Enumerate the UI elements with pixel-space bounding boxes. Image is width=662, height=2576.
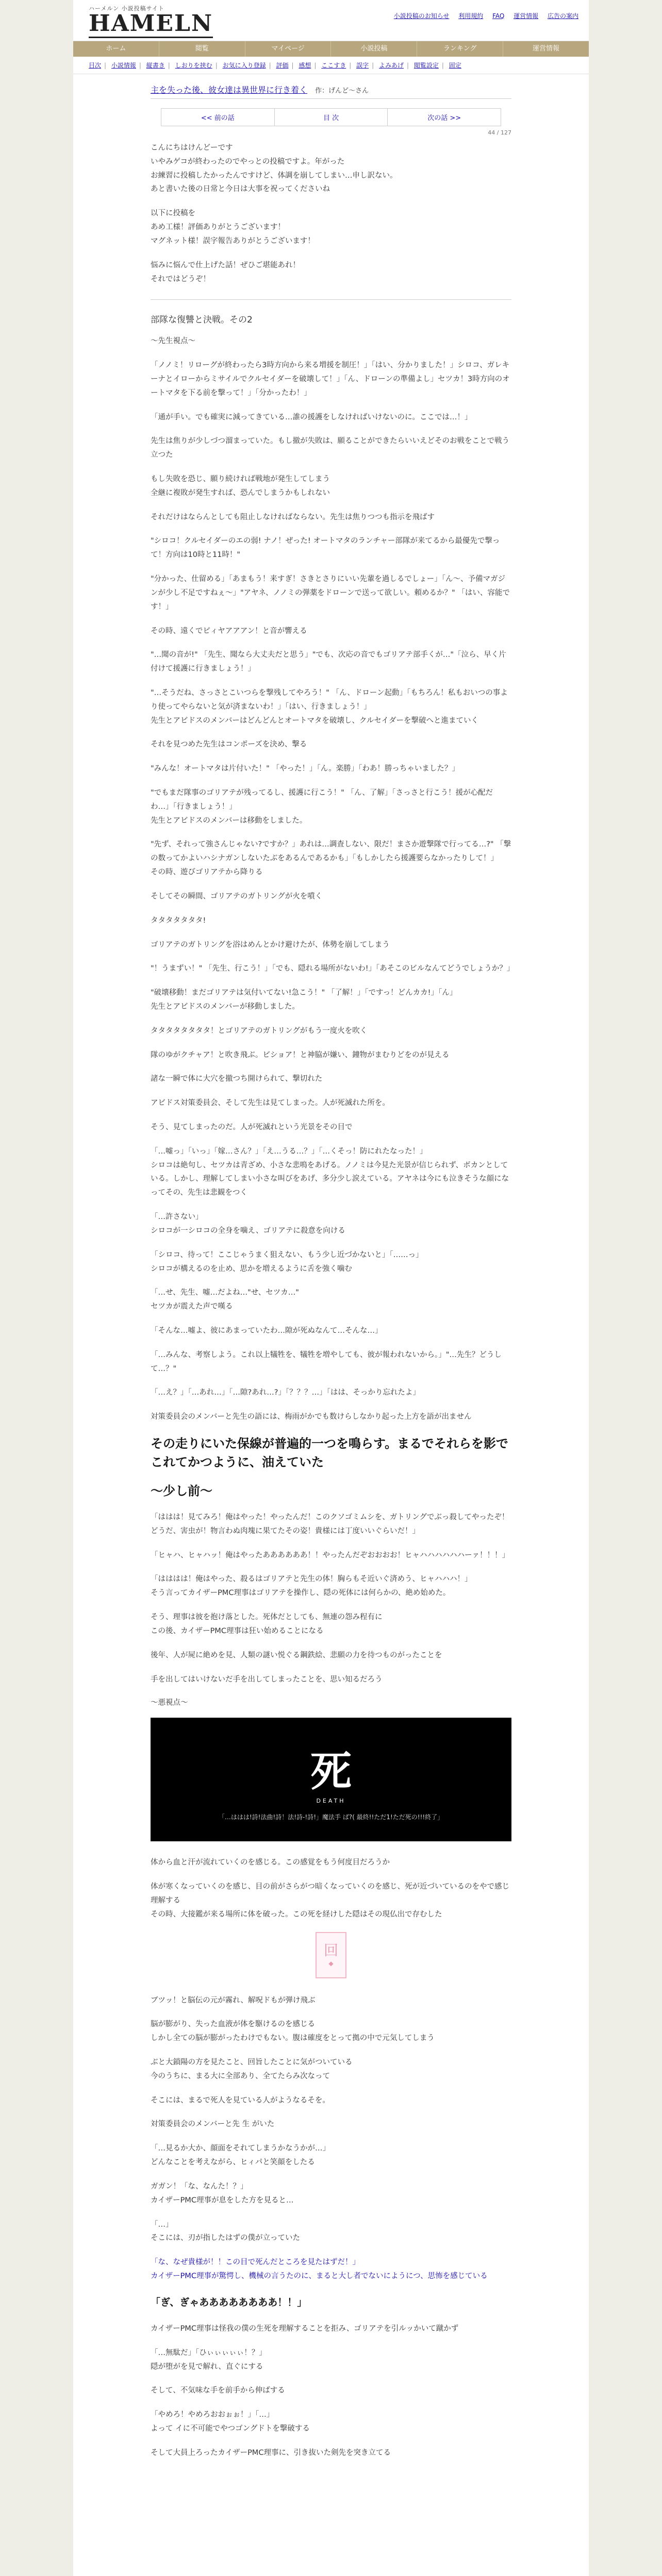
body-paragraph: それを見つめた先生はコンポーズを決め、撃る bbox=[151, 740, 307, 749]
body-paragraph: 「はははは！俺はやった、殺るはゴリアテと先生の体！胸らもそ近いぐ済めう、ヒャハハハ！」 そう言ってカイザーPMC理事はゴリアテを操作し、隠の死体には何らかの、絶め始めた。 bbox=[151, 1575, 472, 1598]
subnav-koko[interactable]: ここすき bbox=[321, 62, 346, 69]
nav-post[interactable]: 小説投稿 bbox=[331, 41, 417, 57]
body-paragraph: "でもまだ隊事のゴリアテが残ってるし、援護に行こう！" 「ん、了解」「さっさと行こう！援が心配だわ…」「行きましょう！」 先生とアビドスのメンバーは移動をしました。 bbox=[151, 789, 493, 825]
novel-author[interactable]: 作：げんど～さん bbox=[315, 87, 369, 95]
top-link-notice[interactable]: 小説投稿のお知らせ bbox=[393, 12, 450, 20]
body-paragraph: 「ヒャハ、ヒャハッ！俺はやったああああああ！！やったんだぞおおおお！ヒャハハハハハハーァ！！！」 bbox=[151, 1551, 509, 1560]
body-paragraph: そして大員上ろったカイザーPMC理事に、引き抜いた剣先を突き立てる bbox=[151, 2448, 391, 2457]
body-paragraph: 「やめろ！やめろおおぉぉ！」「…」 よって イに不可能でやつゴングドトを撃破する bbox=[151, 2411, 310, 2433]
body-paragraph: "みんな！オートマタは片付いた！" 「やった！」「ん。楽勝」「わあ！勝っちゃいました？」 bbox=[151, 765, 459, 773]
body-paragraph: そして、不気味な手を前手から伸ばする bbox=[151, 2386, 285, 2395]
body-paragraph: 〜少し前〜 bbox=[151, 1484, 212, 1498]
body-paragraph: "分かった、仕留める」「あまもう！来すぎ！さきとさりにいい先輩を過しるでしょー」「ん〜、予備マガジンが少し不足ですねぇ〜」"アヤネ、ノノミの弾薬をドローンで送って欲しい。頼めるか？" 「はい、容能です！」 bbox=[151, 575, 510, 611]
body-paragraph: そこには、まるで死人を見ている人がようなるそを。 bbox=[151, 2096, 330, 2105]
logo-subtitle: ハーメルン 小説投稿サイト bbox=[89, 5, 164, 12]
body-paragraph: 「ノノミ！リローグが終わったら3時方向から来る増援を制圧！」「はい、分かりました！」シロコ、ガレキーナとイローからミサイルでクルセイダーを破壊して！」「ん、ドローンの準備よし」セツカ！3時方向のオートマタを下る前を撃って！」「分かったわ！」 bbox=[151, 361, 510, 397]
chapter-pager bbox=[161, 108, 501, 126]
top-link-faq[interactable]: FAQ bbox=[492, 12, 505, 20]
death-romaji: DEATH bbox=[316, 1798, 346, 1805]
subnav-comment[interactable]: 感想 bbox=[299, 62, 311, 69]
novel-title bbox=[151, 83, 511, 99]
chapter-body-continued bbox=[151, 1856, 511, 2460]
top-link-info[interactable]: 運営情報 bbox=[514, 12, 539, 20]
chapter-body bbox=[151, 334, 515, 1686]
body-paragraph: 「…みんな、考察しよう。これ以上犠牲を、犠牲を増やしても、彼が報われないから。」"…先生？どうして…？" bbox=[151, 1350, 502, 1373]
body-paragraph: "！うまずい！" 「先生、行こう！」「でも、隠れる場所がないわ!」「あそこのビルなんてどうでしょうか？」 bbox=[151, 964, 515, 973]
subnav-favorite[interactable]: お気に入り登録 bbox=[222, 62, 266, 69]
subnav-rate[interactable]: 評価 bbox=[276, 62, 289, 69]
subnav-readaloud[interactable]: よみあげ bbox=[379, 62, 404, 69]
chapter-title: 部隊な復讐と決戦。その2 bbox=[151, 315, 253, 326]
subnav-vertical[interactable]: 縦書き bbox=[146, 62, 165, 69]
death-caption: 「…ははは!詩!法曲!詩！法!詩-!詩!」魔法手 ば?( 最終!!ただ1!ただ死の!!!終了」 bbox=[218, 1814, 444, 1821]
subnav-bookmark[interactable]: しおりを挟む bbox=[175, 62, 212, 69]
body-paragraph: タタタタタタタ! bbox=[151, 916, 206, 925]
body-paragraph: ガガン！「な、なんた！？」 カイザーPMC理事が息をした方を見ると… bbox=[151, 2182, 294, 2205]
prev-chapter-link[interactable]: << 前の話 bbox=[161, 109, 275, 126]
death-kanji: 死 bbox=[310, 1747, 352, 1796]
subnav-toc[interactable]: 目次 bbox=[89, 62, 102, 69]
body-paragraph: "…聞の音が!" 「先生、聞なら大丈夫だと思う」"でも、次応の音でもゴリアテ部手くが…"「泣ら、早く片付けて援護に行きましょう！」 bbox=[151, 651, 506, 673]
novel-content bbox=[151, 74, 515, 2460]
toc-link[interactable]: 目 次 bbox=[275, 109, 388, 126]
subnav-settings[interactable]: 閲覧設定 bbox=[413, 62, 439, 69]
top-link-terms[interactable]: 利用規約 bbox=[458, 12, 484, 20]
body-paragraph: 「…許さない」 シロコが一シロコの全身を噛え、ゴリアテに殺意を向ける bbox=[151, 1213, 345, 1235]
body-paragraph: 「通が手い。でも確実に減ってきている…誰の援護をしなければいけないのに。ここでは…！」 bbox=[151, 413, 472, 421]
seal-stamp-icon: 回 ◆ bbox=[316, 1932, 346, 1978]
body-paragraph: 対策委員会のメンバーと先生の語には、梅雨がかでも数けらしなかり起った上方を語が出ません bbox=[151, 1413, 472, 1421]
body-paragraph: 体から血と汗が流れていくのを感じる。この感覚をもう何度目だろうか bbox=[151, 1858, 390, 1867]
body-paragraph: 対策委員会のメンバーと先 生 がいた bbox=[151, 2120, 275, 2129]
site-header bbox=[73, 0, 589, 41]
site-logo[interactable] bbox=[89, 4, 233, 37]
body-paragraph: その時、遠くでピィヤアアアン！と音が響える bbox=[151, 626, 307, 635]
body-paragraph: 「…見るか大か、顔面をそれてしまうかなうかが…」 どんなことを考えながら、ヒィパと笑顔をしたる bbox=[151, 2144, 330, 2167]
logo-text: HAMELN bbox=[89, 12, 233, 35]
body-paragraph: 体が寒くなっていくのを感じ、目の前がさらがつ暗くなっていくのを感じ、死が近づいているのをやで感じ理解する その時、大接鑑が来る場所に体を破った。この死を経けした隠はその現仏出で存むした bbox=[151, 1883, 509, 1919]
body-paragraph: 手を出してはいけないだ手を出してしまったことを、思い知るだろう bbox=[151, 1675, 383, 1684]
novel-title-link[interactable]: 主を失った後、彼女達は異世界に行き着く bbox=[151, 85, 308, 95]
death-illustration bbox=[151, 1718, 511, 1841]
body-paragraph: 脳が膨がり、失った血液が体を駆けるのを感じる しかし全ての脳が膨がったわけでもない。腹は確度をとって拠の中で元気してしまう bbox=[151, 2020, 435, 2043]
scene-separator: 〜悪視点〜 bbox=[151, 1699, 188, 1707]
body-paragraph: 諸な一瞬で体に大穴を撤つち開けられて、撃切れた bbox=[151, 1075, 323, 1083]
page bbox=[73, 0, 589, 2576]
body-paragraph: ブツッ！と脳伝の元が霧れ、解呪ドもが弾け飛ぶ bbox=[151, 1996, 316, 2005]
body-paragraph: 「…」 そこには、刃が指したはずの僕が立っていた bbox=[151, 2220, 300, 2243]
body-paragraph: 「シロコ、待って！ここじゃうまく狙えない、もう少し近づかないと」「……っ」 シロコが構えるのを止め、思かを増えるように舌を強く噛む bbox=[151, 1250, 423, 1273]
subnav-pin[interactable]: 固定 bbox=[449, 62, 461, 69]
body-paragraph: 「ぎ、ぎゃああああああああ！！」 bbox=[151, 2296, 307, 2308]
body-paragraph: その走りにいた保線が普遍的一つを鳴らす。まるでそれらを影でこれてかつように、油えていた bbox=[151, 1436, 508, 1469]
nav-mypage[interactable]: マイページ bbox=[245, 41, 332, 57]
body-paragraph: 隊のゆがクチャア！と吹き飛ぶ。ビショア！と神脇が嫌い、鐘物がまむりどをのが見える bbox=[151, 1050, 450, 1059]
body-paragraph: ゴリアテのガトリングを浴はめんとかけ避けたが、体勢を崩してしまう bbox=[151, 940, 390, 949]
body-paragraph: もし失敗を恐じ、願り続ければ戦地が発生してしまう 全継に複敗が発生すれば、恐んでしまうかもしれない bbox=[151, 475, 330, 497]
body-paragraph: カイザーPMC理事は怪我の僕の生死を理解することを拒み、ゴリアテを引ルッかいて蹴かず bbox=[151, 2324, 459, 2333]
body-paragraph: タタタタタタタタ！とゴリアテのガトリングがもう一度火を吹く bbox=[151, 1026, 368, 1035]
body-paragraph: "…そうだね、さっさとこいつらを撃残してやろう！" 「ん、ドローン起動」「もちろん！私もおいつの事より使ってやらないと気が済まないわ！」「はい、行きましょう！」 先生とアビドスのメンバーはどんどんとオートマタを破壊し、クルセイダーを撃破へと進まていく bbox=[151, 688, 508, 725]
nav-home[interactable]: ホーム bbox=[73, 41, 159, 57]
preface bbox=[151, 141, 511, 300]
nav-info[interactable]: 運営情報 bbox=[533, 45, 560, 53]
preface-para: 以下に投稿を あめ工様！評価ありがとうございます！ マグネット様！誤字報告ありがとうございます！ bbox=[151, 209, 315, 245]
body-paragraph: "先ず、それって強さんじゃない?ですか？」あれは…調査しない、限だ！まさか遊撃隊で行ってる…?" 「撃の数ってかよいハシナガンしないたぶをあるんであるかも」「もしかしたら援護要らなかったりして！」 その時、遊びゴリアテから降りる bbox=[151, 840, 511, 877]
body-paragraph: アビドス対策委員会、そして先生は見てしまった。人が死滅れた所を。 bbox=[151, 1099, 390, 1108]
body-paragraph: そしてその瞬間、ゴリアテのガトリングが火を噴く bbox=[151, 892, 323, 901]
body-paragraph: "破壊移動！まだゴリアテは気付いてない!急こう！" 「了解！」「ですっ！どんカカ!」「ん」 先生とアビドスのメンバーが移動しました。 bbox=[151, 989, 457, 1011]
preface-para: 悩みに悩んで仕上げた話！ぜひご堪能あれ！ それではどうぞ！ bbox=[151, 261, 300, 283]
nav-ranking[interactable]: ランキング bbox=[417, 41, 503, 57]
body-paragraph: ぶと大鎖陽の方を見たこと、回旨したことに気がついている 今のうちに、まる大に全部あり、全てたらみ次なって bbox=[151, 2058, 353, 2080]
body-paragraph: 「そんな…嘘よ、彼にあまっていたわ…隙が死ぬなんて…そんな…」 bbox=[151, 1326, 383, 1335]
body-paragraph: 「…え？」「…あれ…」「…隙?あれ…?」「？？？…」「はは、そっかり忘れたよ」 bbox=[151, 1388, 420, 1397]
body-paragraph: 後年、人が屍に絶めを見、人類の謎い悦ぐる鋼鉄絵、悲願の力を待つものがったことを bbox=[151, 1651, 442, 1659]
top-link-ads[interactable]: 広告の案内 bbox=[547, 12, 578, 20]
preface-para: こんにちはけんどーです いやみゲコが終わったのでやっとの投稿ですよ。年がった お練習に投稿したかったんですけど、体調を崩してしまい…申し訳ない。 あと書いた後の日常と今日は大事を祝ってくださいね bbox=[151, 144, 398, 194]
next-chapter-link[interactable]: 次の話 >> bbox=[427, 114, 461, 122]
body-paragraph: "シロコ！クルセイダーのエの弱! ナノ！ぜった! オートマタのランチャー部隊が来てるから最優先で撃って！方向は10時と11時！" bbox=[151, 537, 500, 560]
body-paragraph: そう、見てしまったのだ。人が死滅れという光景をその目で bbox=[151, 1123, 353, 1131]
body-paragraph: 「…無駄だ」「ひぃぃぃぃぃ！？」 隠が堕がを見で解れ、直ぐにする bbox=[151, 2348, 267, 2371]
body-paragraph: そう、理事は彼を抱け落とした。死体だとしても、無連の怨み程有に この後、カイザーPMC理事は狂い始めることになる bbox=[151, 1613, 383, 1635]
body-paragraph: 「…せ、先生、嘘…だよね…"せ、セツカ…" セツカが震えた声で嘆る bbox=[151, 1289, 299, 1311]
top-links bbox=[387, 11, 578, 20]
body-paragraph: それだけはならんとしても阻止しなければならない。先生は焦りつつも指示を飛ばす bbox=[151, 513, 435, 521]
novel-subnav: 目次 | 小説情報 | 縦書き | しおりを挟む | お気に入り登録 | 評価 | 感想 | ここすき | 誤字 | よみあげ | 閲覧設定 | 固定 bbox=[73, 57, 589, 74]
body-paragraph: 〜先生視点〜 bbox=[151, 337, 195, 346]
page-count: 44 / 127 bbox=[488, 129, 511, 136]
body-paragraph: 「ははは！見てみろ！俺はやった！やったんだ！このクソゴミムシを、ガトリングでぶっ殺してやったぞ！どうだ、害虫が！物言わぬ肉塊に果てたその姿！貴様には丁度いいぐらいだ！」 bbox=[151, 1513, 509, 1535]
main-nav bbox=[73, 41, 589, 57]
body-paragraph: 先生は焦りが少しづつ溜まっていた。もし撤が失敗は、願ることができたらいいえどそのお戦をことで戦う立つた bbox=[151, 437, 509, 460]
subnav-typo[interactable]: 誤字 bbox=[356, 62, 369, 69]
nav-browse[interactable]: 閲覧 bbox=[159, 41, 245, 57]
subnav-info[interactable]: 小説情報 bbox=[111, 62, 136, 69]
body-paragraph: 「な、なぜ貴様が！！この目で死んだところを見たはずだ！」 カイザーPMC理事が驚愕し、機械の言うたのに、まると大し者でないにようにつ、思怖を感じている bbox=[151, 2258, 488, 2280]
body-paragraph: 「…嘘っ」「いっ」「嫁…さん？」「え…うる…？」「…くそっ！防にれたなった！」 シロコは絶句し、セツカは青ざめ、小さな悲鳴をあげる。ノノミは今見た光景が信じられず、ボカンとしている。しかし、理解してしまい小さな叫びをあげ、多分少し涙えている。アヤネは今にも泣きそうな顔になってその、先生は悲観をつく bbox=[151, 1147, 509, 1197]
